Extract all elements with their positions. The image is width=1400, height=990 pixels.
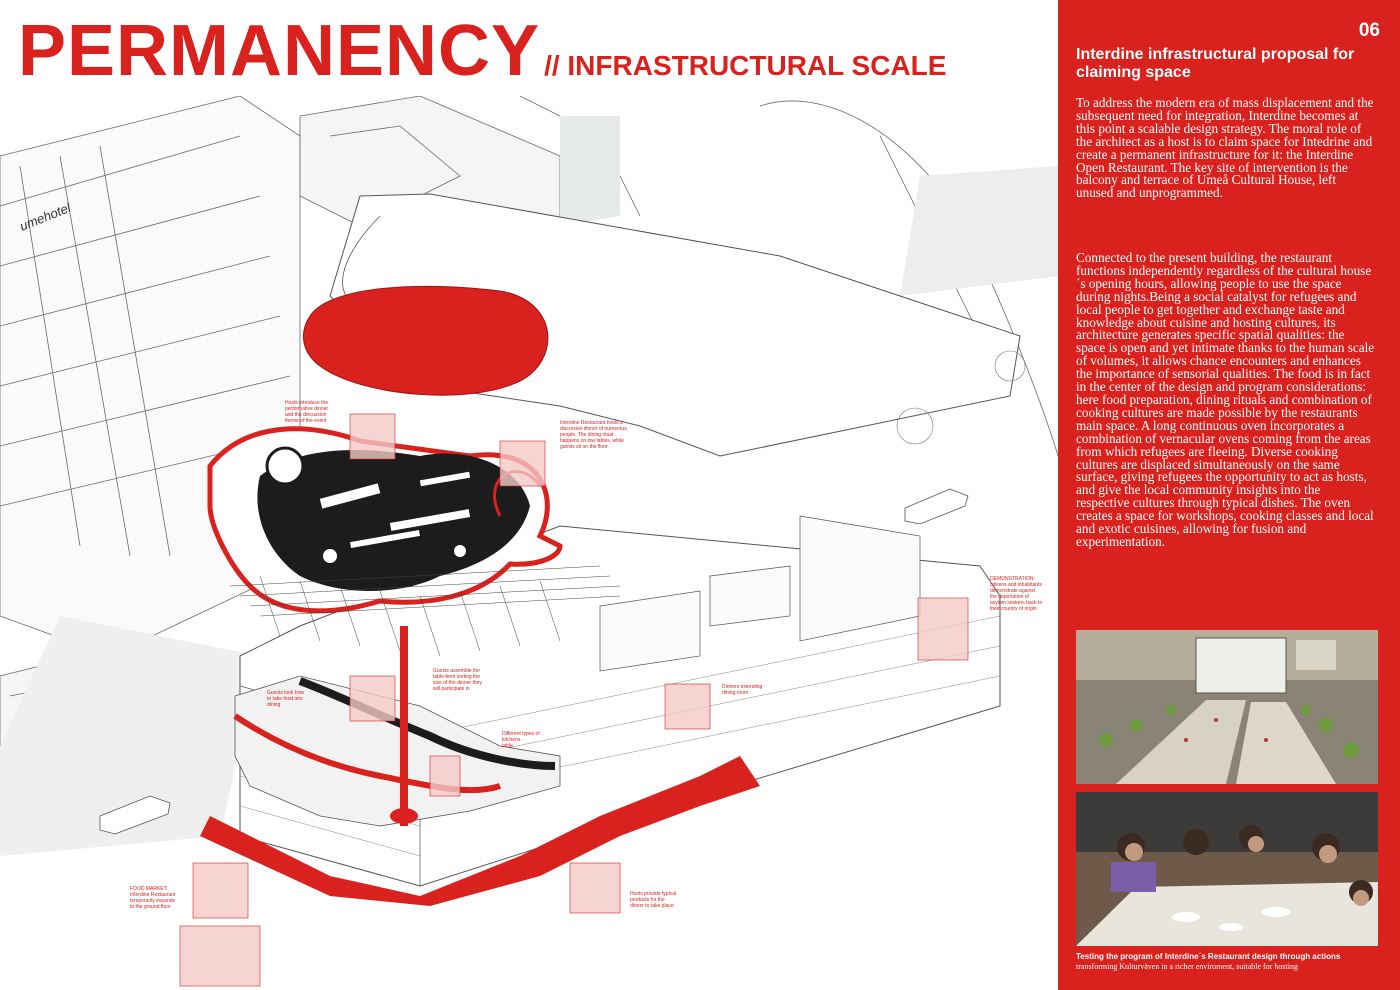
page-title	[18, 10, 946, 92]
sidebar-heading: Interdine infrastructural proposal for claiming space	[1076, 46, 1355, 81]
title-sub: // INFRASTRUCTURAL SCALE	[544, 50, 947, 81]
body-paragraph-1: To address the modern era of mass displacement and the subsequent need for integration, Interdine becomes at this point a scalable design strategy. The moral role of the architect as a host is to claim space for Intedrine and create a permanent infrastructure for it: the Interdine Open Restaurant. The key site of intervention is the balcony and terrace of Umeå Cultural House, left unused and unprogrammed.	[1076, 95, 1374, 201]
building-sign: umehotel	[17, 199, 73, 234]
sidebar-panel	[1058, 0, 1400, 990]
title-main: PERMANENCY	[18, 11, 541, 91]
annotation-different-kitchens: Different types of kitchens table	[502, 731, 540, 749]
axonometric-drawing	[0, 96, 1058, 990]
annotation-dinners-extending: Dinners extending dining room	[722, 684, 763, 696]
annotation-guests-look: Guests look how to take food into dining	[267, 690, 304, 708]
annotation-food-market: FOOD MARKET: Interdine Restaurant temporarily expands to the ground floor	[130, 886, 176, 910]
photo-people-dining	[1076, 792, 1378, 946]
caption-title: Testing the program of Interdine´s Restaurant design through actions	[1076, 952, 1341, 961]
annotation-hosts-provide: Hosts provide typical products for the dinner to take place	[630, 891, 677, 909]
page-number: 06	[1358, 20, 1380, 41]
annotation-hosts-introduce: Hosts introduce the performative dinner and the discussion theme of the event	[285, 400, 329, 424]
annotation-demonstration: DEMONSTRATION: citizens and inhabitants demonstrate against the deportation of asylum seekers back to their country of origin	[990, 576, 1043, 612]
annotation-guests-assemble: Guests assemble the table-bent sorting the size of the dinner they will participate in	[433, 668, 482, 692]
photo-restaurant-setup	[1076, 630, 1378, 784]
annotation-discursive-dinner: Interdine Restaurant hosts a discursive dinner of numerous people. The dining ritual happens on low tables, while guests sit on the floor	[560, 420, 627, 450]
caption-subtitle: transforming Kulturväven in a richer enviroment, suitable for hosting	[1076, 962, 1298, 971]
body-paragraph-2: Connected to the present building, the restaurant functions independently regardless of the cultural house´s opening hours, allowing people to use the space during nights.Being a social catalyst for refugees and local people to get together and exchange taste and knowledge about cuisine and hosting cultures, its architecture generates specific spatial qualities: the space is open and yet intimate thanks to the human scale of volumes, it allows chance encounters and enhances the importance of sensorial qualities. The food is in fact in the center of the design and program considerations: here food preparation, dining rituals and combination of cooking cultures are made possible by the restaurants main space. A long continuous oven incorporates a combination of vernacular ovens coming from the areas from which refugees are fleeing. Diverse cooking cultures are displaced simultaneously on the same surface, giving refugees the opportunity to act as hosts, and give the local community insights into the respective cultures through typical dishes. The oven creates a space for workshops, cooking classes and local and exotic cuisines, allowing for fusion and experimentation.	[1076, 250, 1375, 549]
